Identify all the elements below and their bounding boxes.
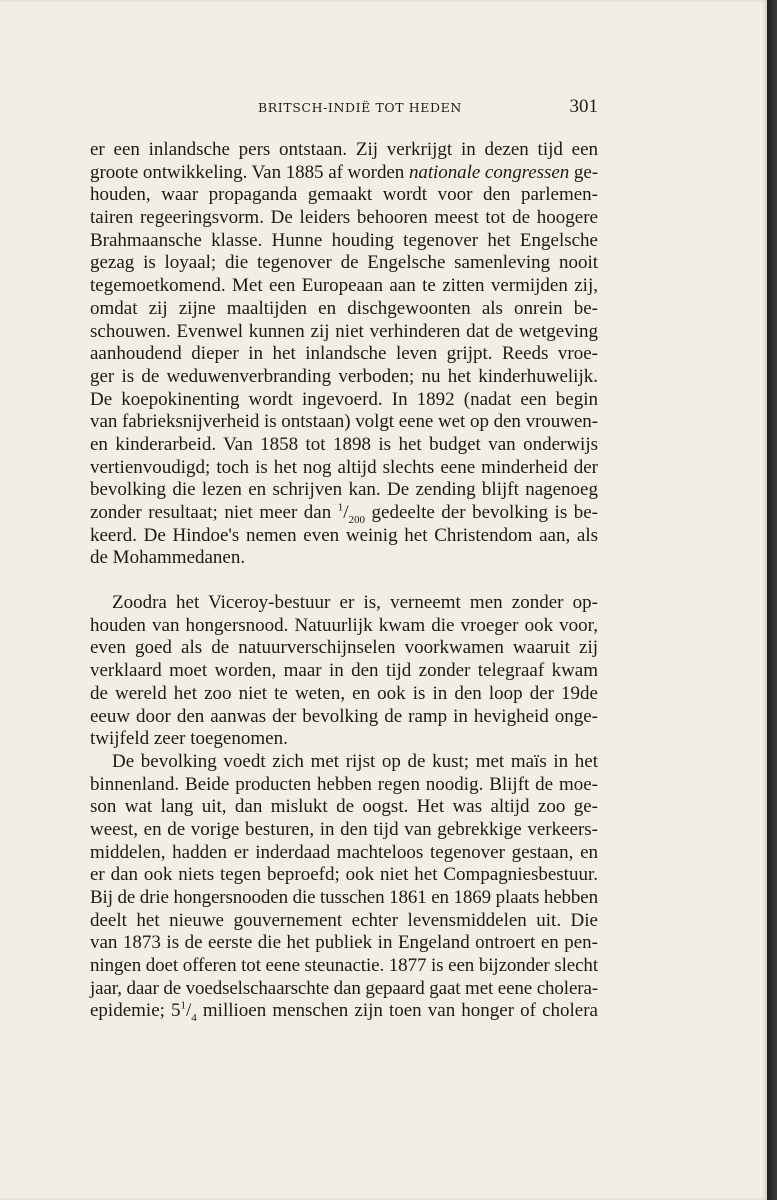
line-before: eeuw door den aanwas der bevolking de ramp in hevigheid onge- [90, 705, 598, 727]
text-line [90, 864, 598, 887]
text-line [90, 525, 598, 548]
text-line [90, 139, 598, 162]
line-before: zonder resultaat; niet meer dan [90, 502, 338, 523]
text-line [90, 592, 598, 615]
text-line [90, 434, 598, 457]
line-sub: 200 [348, 513, 366, 526]
page-edge [767, 0, 777, 1200]
line-slash: / [186, 1000, 192, 1022]
text-line [90, 547, 598, 570]
line-before: keerd. De Hindoe's nemen even weinig het Christendom aan, als [90, 524, 598, 546]
paragraph [90, 751, 598, 1023]
line-before: ger is de weduwenverbranding verboden; nu het kinderhuwelijk. [90, 365, 598, 387]
text-line [90, 252, 598, 275]
line-before: schouwen. Evenwel kunnen zij niet verhinderen dat de wetgeving [90, 320, 598, 342]
line-before: omdat zij zijne maaltijden en dischgewoonten als onrein be- [90, 297, 598, 319]
line-before: groote ontwikkeling. Van 1885 af worden [90, 161, 409, 183]
text-line [90, 366, 598, 389]
line-before: twijfeld zeer toegenomen. [90, 728, 288, 750]
line-after: ge- [569, 161, 599, 183]
text-line [90, 706, 598, 729]
text-line [90, 728, 598, 751]
line-sup: 1 [180, 1000, 187, 1013]
text-line [90, 275, 598, 298]
line-before: aanhoudend dieper in het inlandsche leven grijpt. Reeds vroe- [90, 343, 598, 365]
text-line [90, 751, 598, 774]
line-before: deelt het nieuwe gouvernement echter levensmiddelen uit. Die [90, 909, 598, 931]
line-before: even goed als de natuurverschijnselen voorkwamen waaruit zij [90, 637, 598, 659]
line-before: vertienvoudigd; toch is het nog altijd slechts eene minderheid der [90, 456, 598, 478]
text-line [90, 819, 598, 842]
page-number: 301 [569, 96, 598, 117]
text-line [90, 842, 598, 865]
text-line [90, 978, 598, 1001]
line-before: er een inlandsche pers ontstaan. Zij verkrijgt in dezen tijd een [90, 139, 598, 160]
line-before: Brahmaansche klasse. Hunne houding tegenover het Engelsche [90, 229, 598, 251]
text-line [90, 184, 598, 207]
text-line [90, 343, 598, 366]
line-before: de wereld het zoo niet te weten, en ook is in den loop der 19de [90, 682, 598, 704]
text-line [90, 298, 598, 321]
line-sup: 1 [337, 501, 344, 514]
line-before: er dan ook niets tegen beproefd; ook niet het Compagniesbestuur. [90, 864, 598, 886]
text-line [90, 796, 598, 819]
line-before: houden, waar propaganda gemaakt wordt voor den parlemen- [90, 184, 598, 206]
text-line [90, 162, 598, 185]
line-after: millioen menschen zijn toen van honger of cholera [196, 1000, 598, 1022]
body-text [90, 139, 598, 1023]
text-line [90, 411, 598, 434]
text-line [90, 389, 598, 412]
line-before: gezag is loyaal; die tegenover de Engelsche samenleving nooit [90, 252, 598, 274]
line-before: houden van hongersnood. Natuurlijk kwam die vroeger ook voor, [90, 614, 598, 636]
line-before: tegemoetkomend. Met een Europeaan aan te zitten vermijden zij, [90, 275, 598, 297]
text-line [90, 660, 598, 683]
running-head: BRITSCH-INDIË TOT HEDEN [258, 100, 462, 115]
line-before: en kinderarbeid. Van 1858 tot 1898 is het budget van onderwijs [90, 433, 598, 455]
text-line [90, 502, 598, 525]
line-after: gedeelte der bevolking is be- [365, 502, 598, 523]
line-before: Bij de drie hongersnooden die tusschen 1861 en 1869 plaats hebben [90, 887, 598, 908]
line-before: bevolking die lezen en schrijven kan. De zending blijft nagenoeg [90, 479, 598, 501]
text-line [90, 932, 598, 955]
text-line [90, 637, 598, 660]
line-sub: 4 [191, 1012, 197, 1025]
line-before: weest, en de vorige besturen, in den tijd van gebrekkige verkeers- [90, 818, 598, 840]
page-header [90, 96, 598, 120]
line-slash: / [343, 502, 349, 523]
paragraph [90, 592, 598, 751]
line-before: van 1873 is de eerste die het publiek in Engeland ontroert en pen- [90, 932, 598, 954]
text-line [90, 230, 598, 253]
line-before: epidemie; 5 [90, 1000, 181, 1022]
line-before: tairen regeeringsvorm. De leiders behooren meest tot de hoogere [90, 207, 598, 229]
line-before: van fabrieksnijverheid is ontstaan) volgt eene wet op den vrouwen- [90, 411, 598, 433]
text-line [90, 774, 598, 797]
line-before: verklaard moet worden, maar in den tijd zonder telegraaf kwam [90, 660, 598, 682]
text-line [90, 955, 598, 978]
line-before: jaar, daar de voedselschaarschte dan gepaard gaat met eene cholera- [90, 977, 598, 999]
line-before: Zoodra het Viceroy-bestuur er is, verneemt men zonder op- [112, 592, 598, 614]
text-line [90, 457, 598, 480]
line-before: de Mohammedanen. [90, 547, 246, 569]
text-line [90, 615, 598, 638]
line-italic: nationale congressen [408, 161, 570, 183]
line-before: De koepokinenting wordt ingevoerd. In 1892 (nadat een begin [90, 388, 598, 410]
text-line [90, 479, 598, 502]
line-before: binnenland. Beide producten hebben regen noodig. Blijft de moe- [90, 773, 598, 795]
text-line [90, 207, 598, 230]
text-line [90, 683, 598, 706]
text-line [90, 910, 598, 933]
line-before: middelen, hadden er inderdaad machteloos tegenover gestaan, en [90, 841, 598, 863]
paragraph [90, 139, 598, 570]
text-line [90, 321, 598, 344]
text-line [90, 887, 598, 910]
line-before: ningen doet offeren tot eene steunactie. 1877 is een bijzonder slecht [90, 955, 598, 977]
line-before: De bevolking voedt zich met rijst op de kust; met maïs in het [112, 750, 598, 772]
paragraph-spacer [90, 570, 598, 592]
text-line [90, 1000, 598, 1023]
line-before: son wat lang uit, dan mislukt de oogst. Het was altijd zoo ge- [90, 796, 598, 818]
